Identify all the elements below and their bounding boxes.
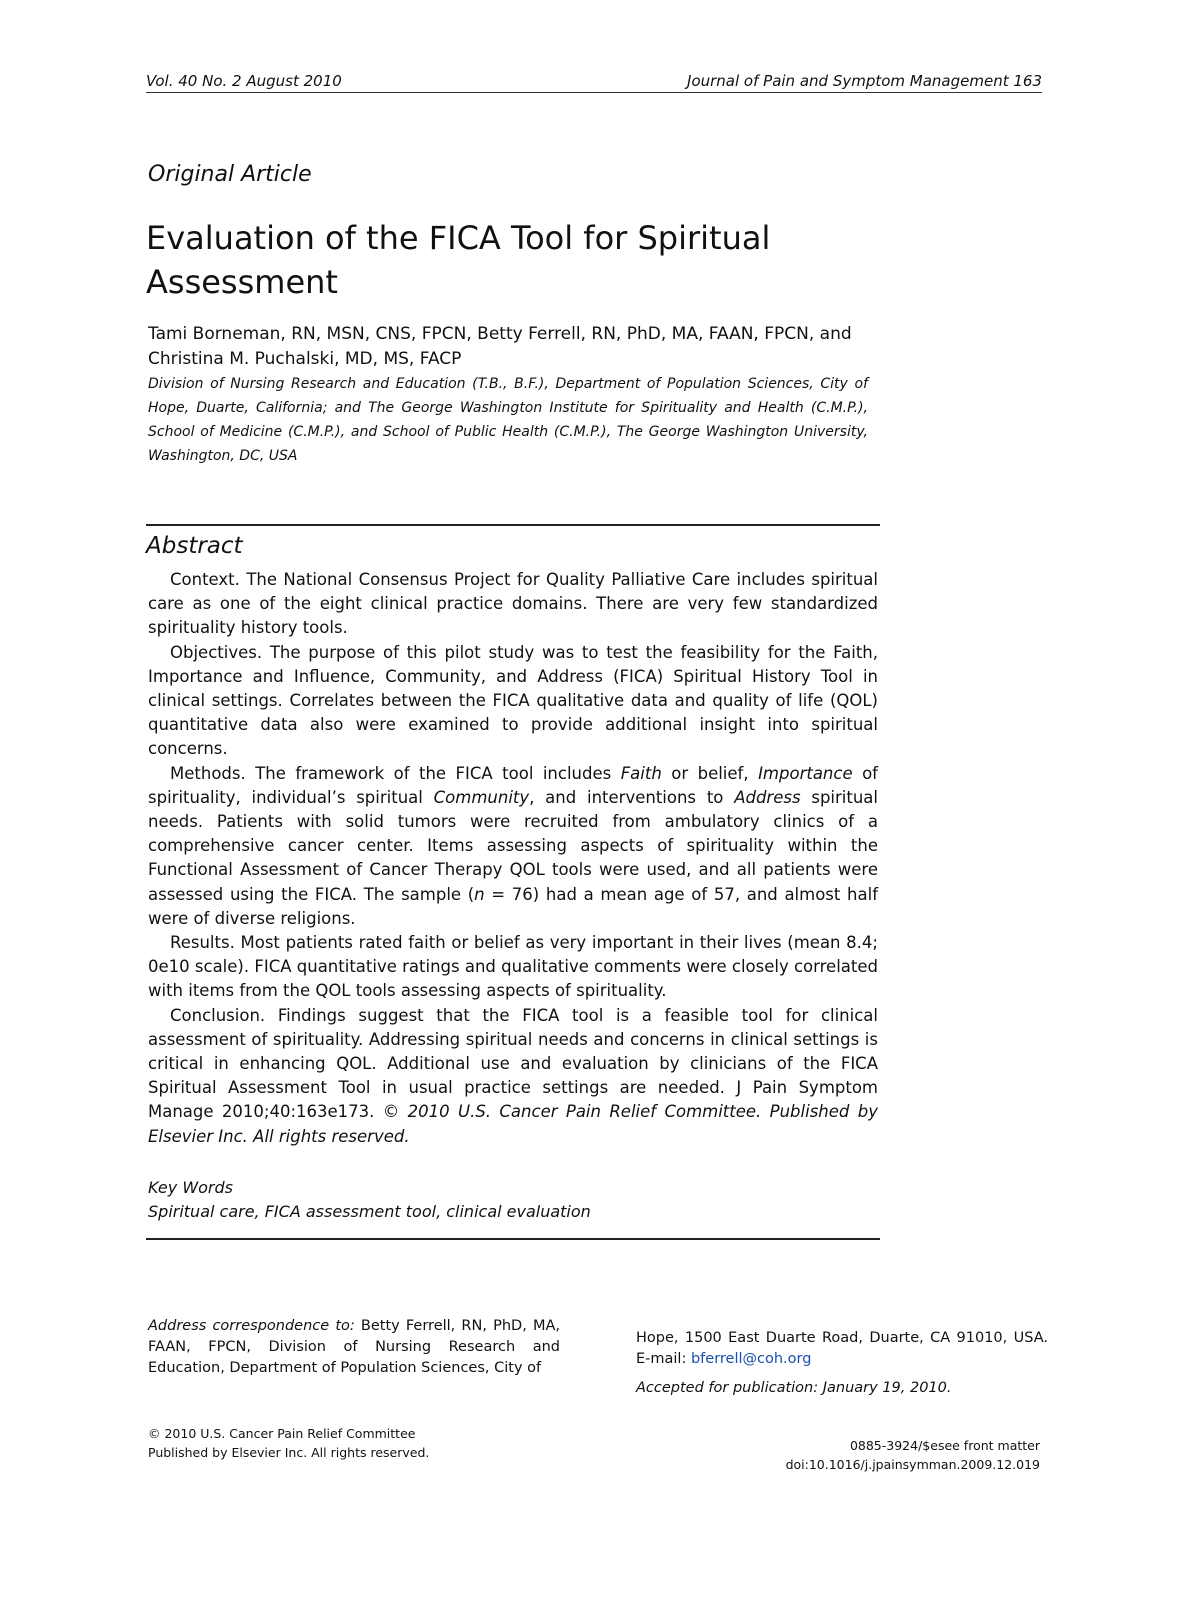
affiliation: Division of Nursing Research and Education (T.B., B.F.), Department of Population Sciences, City of Hope, Duarte, California; and The George Washington Institute for Spirituality and Health (C.M.P.), School of Medicine (C.M.P.), and School of Public Health (C.M.P.), The George Washington University, Washington, DC, USA: [148, 376, 868, 464]
methods-importance: Importance: [758, 763, 853, 783]
abstract-bottom-rule: [146, 1238, 880, 1240]
issn: 0885-3924/$esee front matter: [849, 1438, 1040, 1453]
correspondence-address: Hope, 1500 East Duarte Road, Duarte, CA 91010, USA. E-mail:: [636, 1330, 1048, 1367]
issn-doi-footer: [620, 1436, 1040, 1474]
running-head: [146, 68, 1042, 93]
doi[interactable]: doi:10.1016/j.jpainsymman.2009.12.019: [785, 1457, 1040, 1472]
copyright-line-2: Published by Elsevier Inc. All rights reserved.: [148, 1445, 430, 1460]
methods-faith: Faith: [620, 763, 662, 783]
methods-text-6: = 76) had a mean age of 57, and almost half were of diverse religions.: [148, 884, 879, 928]
article-type: Original Article: [148, 162, 312, 187]
keywords-block: [148, 1176, 878, 1224]
methods-text-1: The framework of the FICA tool includes: [245, 763, 621, 783]
conclusion-label: Conclusion.: [170, 1005, 266, 1025]
conclusion-text: Findings suggest that the FICA tool is a feasible tool for clinical assessment of spirituality. Addressing spiritual needs and concerns in clinical settings is critical in enhancing QOL. Additional use and evaluation by clinicians of the FICA Spiritual Assessment Tool in usual practice settings are needed.: [148, 1005, 878, 1098]
keywords-heading: Key Words: [148, 1178, 233, 1197]
abstract-methods: [148, 762, 878, 931]
abstract-objectives: [148, 641, 878, 762]
running-head-volume: Vol. 40 No. 2 August 2010: [146, 72, 342, 90]
abstract-results: [148, 931, 878, 1004]
author-list: Tami Borneman, RN, MSN, CNS, FPCN, Betty Ferrell, RN, PhD, MA, FAAN, FPCN, and Christina M. Puchalski, MD, MS, FACP: [148, 324, 852, 369]
abstract-body: [148, 568, 878, 1149]
abstract-conclusion: [148, 1004, 878, 1149]
correspondence-note: [148, 1316, 560, 1379]
abstract-heading: Abstract: [146, 533, 243, 559]
correspondence-label: Address correspondence to:: [148, 1318, 355, 1334]
methods-label: Methods.: [170, 763, 246, 783]
copyright-line: © 2010 U.S. Cancer Pain Relief Committee. Published by Elsevier Inc. All rights reserved.: [148, 1102, 878, 1146]
methods-text-2: or belief,: [661, 763, 759, 783]
abstract-context: [148, 568, 878, 641]
methods-community: Community: [433, 787, 530, 807]
methods-n: n: [474, 884, 485, 904]
results-label: Results.: [170, 933, 235, 953]
copyright-line-1: © 2010 U.S. Cancer Pain Relief Committee: [148, 1426, 416, 1441]
copyright-footer: [148, 1424, 568, 1462]
objectives-label: Objectives.: [170, 642, 263, 662]
methods-address: Address: [734, 787, 801, 807]
results-text: Most patients rated faith or belief as very important in their lives (mean 8.4; 0e10 scale). FICA quantitative ratings and qualitative comments were closely correlated with items from the QOL tools assessing aspects of spirituality.: [148, 933, 878, 1001]
context-text: The National Consensus Project for Quality Palliative Care includes spiritual care as one of the eight clinical practice domains. There are very few standardized spirituality history tools.: [148, 570, 878, 638]
objectives-text: The purpose of this pilot study was to test the feasibility for the Faith, Importance and Influence, Community, and Address (FICA) Spiritual History Tool in clinical settings. Correlates between the FICA qualitative data and quality of life (QOL) quantitative data also were examined to provide additional insight into spiritual concerns.: [148, 642, 878, 759]
methods-text-4: , and interventions to: [529, 787, 735, 807]
abstract-top-rule: [146, 524, 880, 526]
correspondence-text: Betty Ferrell, RN, PhD, MA, FAAN, FPCN, Division of Nursing Research and Education, Department of Population Sciences, City of: [148, 1318, 560, 1376]
running-head-journal: Journal of Pain and Symptom Management 163: [687, 72, 1042, 90]
article-title: Evaluation of the FICA Tool for Spiritual Assessment: [146, 219, 771, 301]
keywords-list: Spiritual care, FICA assessment tool, clinical evaluation: [148, 1202, 591, 1221]
methods-text-5: spiritual needs. Patients with solid tumors were recruited from ambulatory clinics of a comprehensive cancer center. Items assessing aspects of spirituality within the Functional Assessment of Cancer Therapy QOL tools were used, and all patients were assessed using the FICA. The sample (: [148, 787, 878, 904]
email-link[interactable]: bferrell@coh.org: [690, 1351, 812, 1367]
context-label: Context.: [170, 570, 240, 589]
correspondence-continued: [636, 1328, 1048, 1399]
methods-text-3: of spirituality, individual’s spiritual: [148, 763, 878, 807]
citation: J Pain Symptom Manage 2010;40:163e173.: [148, 1078, 879, 1122]
accepted-date: Accepted for publication: January 19, 2010.: [636, 1380, 952, 1396]
